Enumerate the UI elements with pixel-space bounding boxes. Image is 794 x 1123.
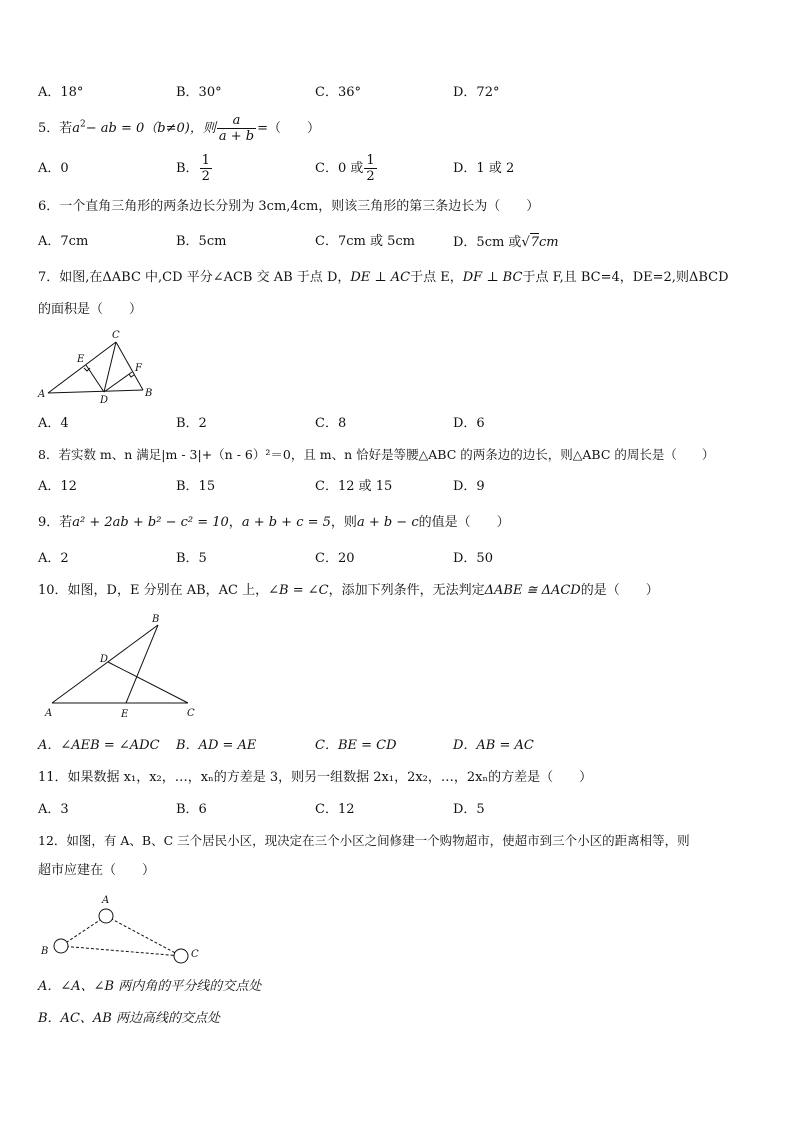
q10-label-d: D bbox=[100, 654, 109, 665]
q10-question: 10．如图，D，E 分别在 AB，AC 上，∠B = ∠C，添加下列条件，无法判定ΔABE ≅ ΔACD的是（ ） bbox=[38, 583, 659, 598]
q4-option-c: C．36° bbox=[315, 85, 361, 100]
q8-option-a: A．12 bbox=[38, 479, 77, 494]
q12-question-line2: 超市应建在（ ） bbox=[38, 863, 156, 878]
q9-question: 9．若a² + 2ab + b² − c² = 10，a + b + c = 5，则a + b − c的值是（ ） bbox=[38, 515, 510, 530]
q12-option-a: A．∠A、∠B 两内角的平分线的交点处 bbox=[38, 979, 262, 994]
q7-question-line1: 7．如图,在ΔABC 中,CD 平分∠ACB 交 AB 于点 D，DE ⊥ AC于点 E，DF ⊥ BC于点 F,且 BC=4，DE=2,则ΔBCD bbox=[38, 270, 729, 285]
q7-label-d: D bbox=[100, 395, 109, 406]
q7-label-e: E bbox=[77, 354, 85, 365]
q6-question: 6．一个直角三角形的两条边长分别为 3cm,4cm，则该三角形的第三条边长为（ ） bbox=[38, 199, 540, 214]
q9-option-d: D．50 bbox=[453, 551, 493, 566]
q9-option-c: C．20 bbox=[315, 551, 355, 566]
q7-right-angle-f bbox=[129, 374, 134, 377]
q12-line-ab bbox=[61, 916, 106, 946]
q8-question: 8．若实数 m、n 满足|m - 3|+（n - 6）²＝0，且 m、n 恰好是等腰△ABC 的两条边的边长，则△ABC 的周长是（ ） bbox=[38, 447, 715, 462]
q4-option-d: D．72° bbox=[453, 85, 500, 100]
q6-option-d: D．5cm 或√7cm bbox=[453, 235, 559, 250]
q12-circle-c bbox=[174, 949, 188, 963]
q6-option-b: B．5cm bbox=[176, 234, 227, 249]
q12-line-ac bbox=[106, 916, 181, 956]
q10-option-d: D．AB = AC bbox=[453, 738, 534, 753]
q7-option-a: A．4 bbox=[38, 416, 69, 431]
q12-circle-b bbox=[54, 939, 68, 953]
q12-line-bc bbox=[61, 946, 181, 956]
q8-option-b: B．15 bbox=[176, 479, 216, 494]
q7-label-c: C bbox=[112, 330, 120, 341]
q5-option-a: A．0 bbox=[38, 161, 69, 176]
q6-option-c: C．7cm 或 5cm bbox=[315, 234, 415, 249]
q12-question-line1: 12．如图，有 A、B、C 三个居民小区，现决定在三个小区之间修建一个购物超市，使超市到三个小区的距离相等，则 bbox=[38, 833, 690, 848]
q5-option-d: D．1 或 2 bbox=[453, 161, 515, 176]
q11-option-d: D．5 bbox=[453, 802, 485, 817]
q11-option-a: A．3 bbox=[38, 802, 69, 817]
q10-option-a: A．∠AEB = ∠ADC bbox=[38, 738, 160, 753]
q5-fraction: $\frac{a}{a + b}$ bbox=[218, 113, 255, 144]
q7-option-c: C．8 bbox=[315, 416, 347, 431]
q8-option-d: D．9 bbox=[453, 479, 485, 494]
q10-option-c: C．BE = CD bbox=[315, 738, 397, 753]
q12-option-b: B．AC、AB 两边高线的交点处 bbox=[38, 1011, 220, 1026]
q9-option-b: B．5 bbox=[176, 551, 207, 566]
q10-label-a: A bbox=[45, 708, 53, 719]
q12-label-a: A bbox=[102, 895, 110, 906]
q7-side-ab bbox=[48, 390, 143, 393]
q10-option-b: B．AD = AE bbox=[176, 738, 257, 753]
q8-option-c: C．12 或 15 bbox=[315, 479, 393, 494]
q7-label-b: B bbox=[145, 388, 153, 399]
q12-figure bbox=[36, 888, 216, 968]
q7-option-d: D．6 bbox=[453, 416, 485, 431]
q5-question: 5．若$a^2-$ ab = 0（b≠0)，则 $\frac{a}{a + b}$ =（ ） bbox=[38, 113, 321, 144]
q11-question: 11．如果数据 x₁，x₂，…，xₙ的方差是 3，则另一组数据 2x₁，2x₂，…，2xₙ的方差是（ ） bbox=[38, 770, 593, 785]
q12-circle-a bbox=[99, 909, 113, 923]
q7-option-b: B．2 bbox=[176, 416, 207, 431]
q10-label-e: E bbox=[121, 709, 129, 720]
q4-option-a: A．18° bbox=[38, 85, 84, 100]
q12-label-c: C bbox=[191, 949, 199, 960]
q9-option-a: A．2 bbox=[38, 551, 69, 566]
q4-option-b: B．30° bbox=[176, 85, 222, 100]
q10-figure bbox=[40, 610, 220, 722]
q7-label-a: A bbox=[38, 389, 46, 400]
q5-option-c: C．0 或 $\frac{1}{2}$ bbox=[315, 153, 375, 184]
q5-option-b: B． $\frac{1}{2}$ bbox=[176, 153, 210, 184]
q7-label-f: F bbox=[135, 363, 142, 374]
q6-option-a: A．7cm bbox=[38, 234, 89, 249]
q10-label-c: C bbox=[187, 708, 195, 719]
q7-figure bbox=[34, 326, 164, 406]
q11-option-c: C．12 bbox=[315, 802, 355, 817]
q10-label-b: B bbox=[152, 614, 160, 625]
q10-segment-dc bbox=[108, 662, 188, 703]
q11-option-b: B．6 bbox=[176, 802, 207, 817]
q7-question-line2: 的面积是（ ） bbox=[38, 302, 143, 317]
q12-label-b: B bbox=[41, 946, 49, 957]
